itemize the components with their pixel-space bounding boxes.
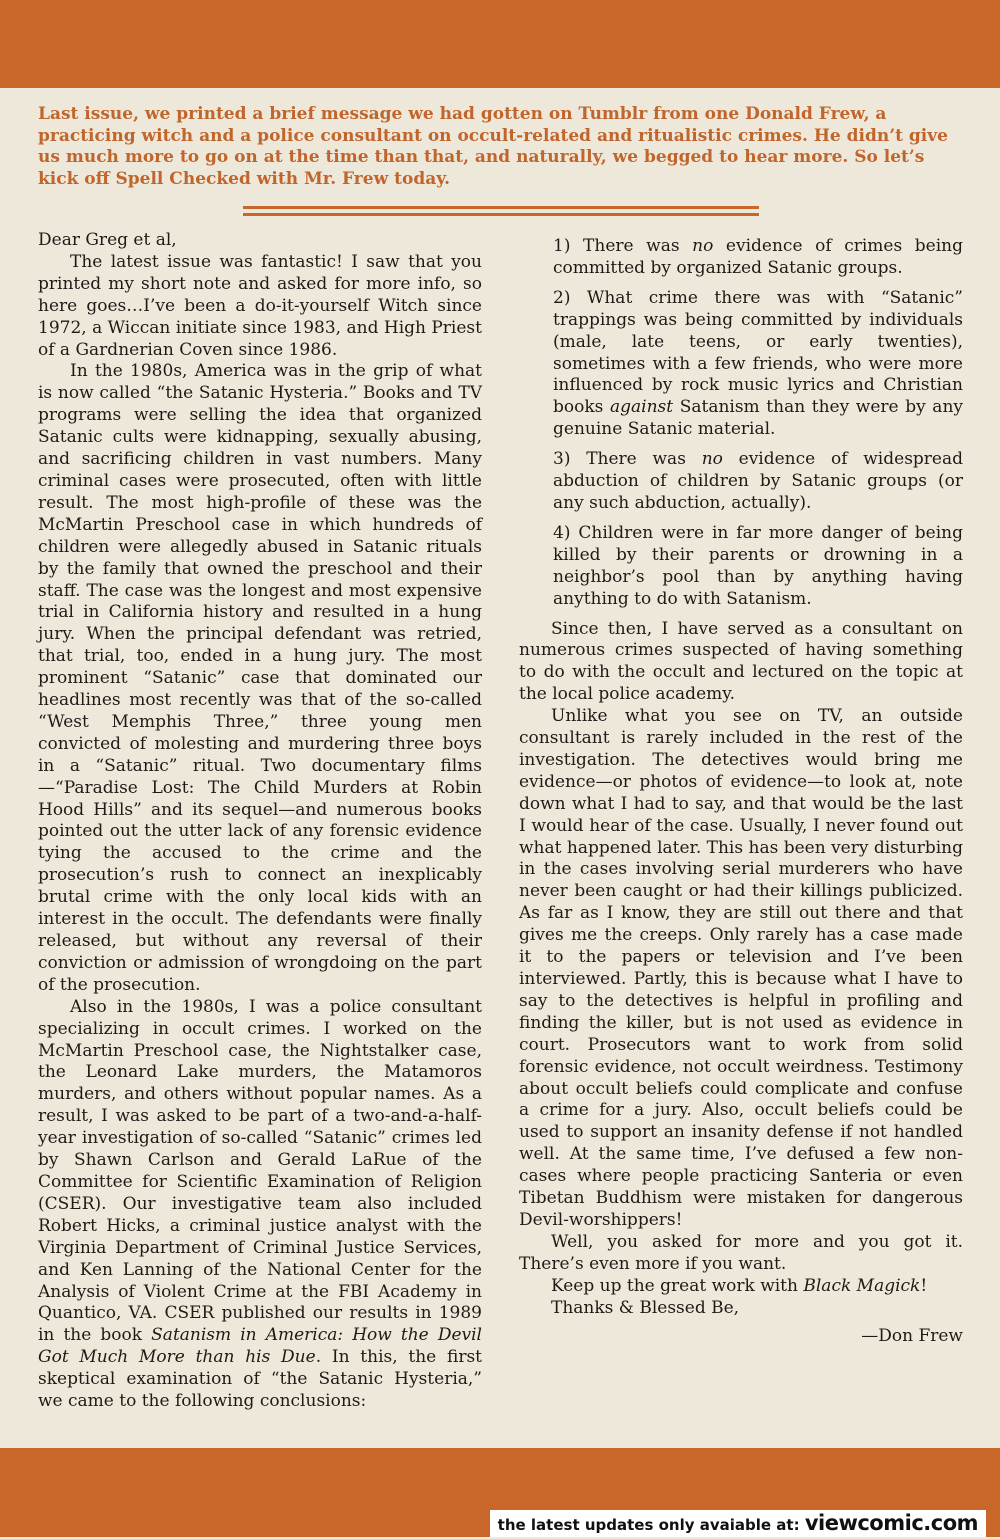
letter-paragraph: The latest issue was fantastic! I saw that you printed my short note and asked for more info, so here goes…I’ve been a do-it-yourself Witch since 1972, a Wiccan initiate since 1983, and High Priest of a Gardnerian Coven since 1986. <box>38 251 482 360</box>
book-title: Satanism in America: How the Devil Got Much More than his Due <box>38 1325 482 1368</box>
letter-paragraph: Well, you asked for more and you got it. There’s even more if you want. <box>519 1231 963 1274</box>
closing-text: Keep up the great work with <box>551 1275 804 1296</box>
letter-paragraph <box>38 997 482 1413</box>
conclusion-item <box>553 236 963 280</box>
signature: —Don Frew <box>861 1325 963 1346</box>
closing-text: ! <box>920 1275 928 1296</box>
salutation: Dear Greg et al, <box>38 230 177 250</box>
closing-line <box>519 1276 963 1298</box>
letter-paragraph: Unlike what you see on TV, an outside consultant is rarely included in the rest of the investigation. The detectives would bring me evidence—or photos of evidence—to look at, note down what I had to say, and that would be the last I would hear of the case. Usually, I never found out what happened later. This has been very disturbing in the cases involving serial murderers who have never been caught or had their killings publicized. As far as I know, they are still out there and that gives me the creeps. Only rarely has a case made it to the papers or television and I’ve been interviewed. Partly, this is because what I have to say to the detectives is helpful in profiling and finding the killer, but is not used as evidence in court. Prosecutors want to work from solid forensic evidence, not occult weirdness. Testimony about occult beliefs could complicate and confuse a crime for a jury. Also, occult beliefs could be used to support an insanity defense if not handled well. At the same time, I’ve defused a few non-cases where people practicing Santeria or even Tibetan Buddhism were mistaken for dangerous Devil-worshippers! <box>519 706 963 1230</box>
divider-rule-bottom <box>243 213 759 216</box>
comic-title: Black Magick <box>803 1275 921 1296</box>
letter-paragraph: In the 1980s, America was in the grip of what is now called “the Satanic Hysteria.” Books and TV programs were selling the idea that organized Satanic cults were kidnapping, sexually abusing, and sacrificing children in vast numbers. Many criminal cases were prosecuted, often with little result. The most high-profile of these was the McMartin Preschool case in which hundreds of children were allegedly abused in Satanic rituals by the family that owned the preschool and their staff. The case was the longest and most expensive trial in California history and resulted in a hung jury. When the principal defendant was retried, that trial, too, ended in a hung jury. The most prominent “Satanic” case that dominated our headlines most recently was that of the so-called “West Memphis Three,” three young men convicted of molesting and murdering three boys in a “Satanic” ritual. Two documentary films—“Paradise Lost: The Child Murders at Robin Hood Hills” and its sequel—and numerous books pointed out the utter lack of any forensic evidence tying the accused to the crime and the prosecution’s rush to connect an inexplicably brutal crime with the only local kids with an interest in the occult. The defendants were finally released, but without any reversal of their conviction or admission of wrongdoing on the part of the prosecution. <box>38 361 482 995</box>
letter-column-right <box>519 230 963 1347</box>
item-text: 3) There was <box>553 449 702 470</box>
letter-column-left <box>38 230 482 1413</box>
conclusion-item <box>553 288 963 441</box>
letter-paragraph: Since then, I have served as a consultant on numerous crimes suspected of having something to do with the occult and lectured on the topic at the local police academy. <box>519 618 963 705</box>
item-text: Satanism than they were by any genuine Satanic material. <box>553 397 963 440</box>
item-text: evidence of widespread abduction of children by Satanic groups (or any such abduction, actually). <box>553 449 964 513</box>
emphasis: no <box>701 449 723 470</box>
item-text: 2) What crime there was with “Satanic” trappings was being committed by individuals (male, late teens, or early twenties), sometimes with a few friends, who were more influenced by rock music lyrics and Christian books <box>553 287 963 418</box>
paragraph-text: . In this, the first skeptical examination of “the Satanic Hysteria,” we came to the following conclusions: <box>38 1347 483 1412</box>
top-orange-band <box>0 0 1000 88</box>
divider-rule-top <box>243 206 759 209</box>
paragraph-text: Also in the 1980s, I was a police consultant specializing in occult crimes. I worked on the McMartin Preschool case, the Nightstalker case, the Leonard Lake murders, the Matamoros murders, and others without popular names. As a result, I was asked to be part of a two-and-a-half-year investigation of so-called “Satanic” crimes led by Shawn Carlson and Gerald LaRue of the Committee for Scientific Examination of Religion (CSER). Our investigative team also included Robert Hicks, a criminal justice analyst with the Virginia Department of Criminal Justice Services, and Ken Lanning of the National Center for the Analysis of Violent Crime at the FBI Academy in Quantico, VA. CSER published our results in 1989 in the book <box>38 996 482 1346</box>
conclusion-item: 4) Children were in far more danger of being killed by their parents or drowning in a neighbor’s pool than by anything having anything to do with Satanism. <box>553 522 963 609</box>
item-text: evidence of crimes being committed by organized Satanic groups. <box>553 236 963 278</box>
thanks-line: Thanks & Blessed Be, <box>551 1297 740 1318</box>
item-text: 1) There was <box>553 236 693 256</box>
banner-site-link[interactable]: viewcomic.com <box>804 1511 978 1535</box>
conclusion-item <box>553 449 963 515</box>
emphasis: no <box>692 236 714 256</box>
emphasis: against <box>609 397 674 418</box>
source-banner <box>490 1510 986 1537</box>
banner-prefix: the latest updates only avaiable at: <box>497 1516 800 1534</box>
editor-intro: Last issue, we printed a brief message we had gotten on Tumblr from one Donald Frew, a practicing witch and a police consultant on occult-related and ritualistic crimes. He didn’t give us much more to go on at the time than that, and naturally, we begged to hear more. So let’s kick off Spell Checked with Mr. Frew today. <box>38 104 948 189</box>
